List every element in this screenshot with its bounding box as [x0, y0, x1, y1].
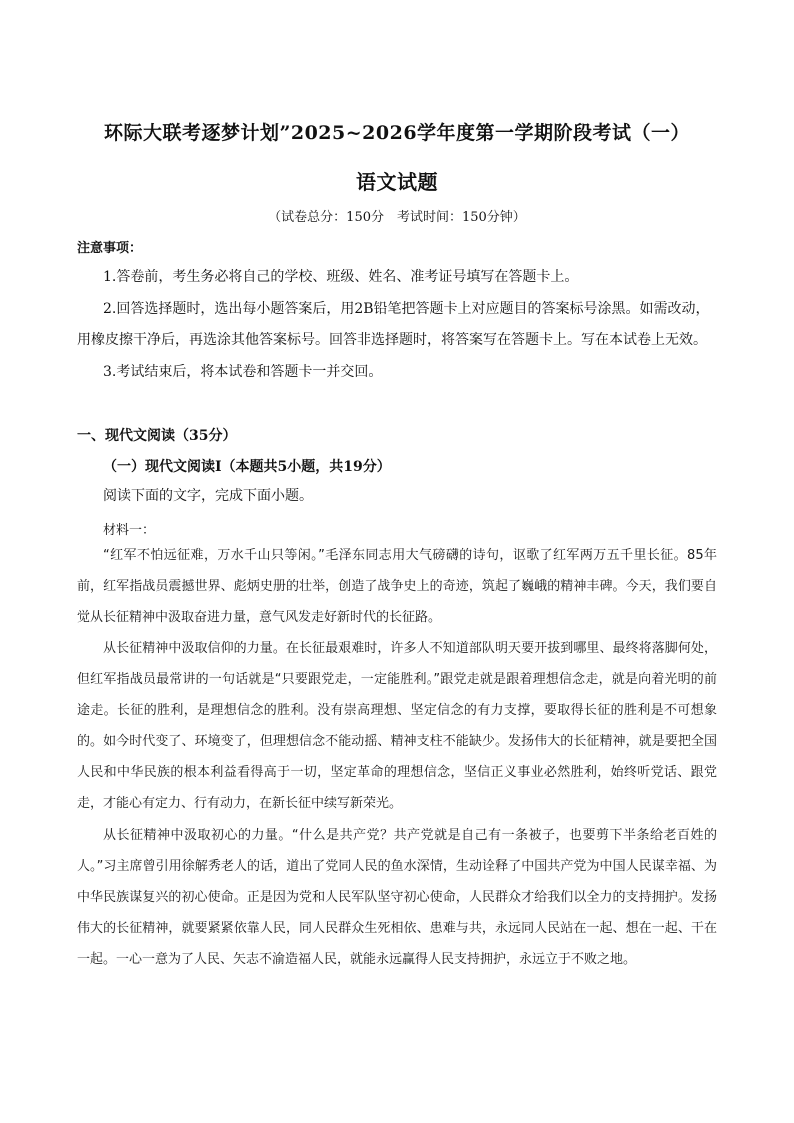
- subsection-heading: （一）现代文阅读Ⅰ（本题共5小题，共19分）: [103, 459, 391, 475]
- exam-info: （试卷总分：150分 考试时间：150分钟）: [268, 210, 526, 225]
- exam-title: 环际大联考逐梦计划”2025~2026学年度第一学期阶段考试（一）: [103, 122, 691, 144]
- notice-item-3: 3.考试结束后，将本试卷和答题卡一并交回。: [103, 364, 383, 380]
- notice-label: 注意事项：: [77, 241, 143, 256]
- material-paragraph-2: 从长征精神中汲取信仰的力量。在长征最艰难时，许多人不知道部队明天要开拔到哪里、最终将落脚何处，但红军指战员最常讲的一句话就是“只要跟党走，一定能胜利。”跟党走就是跟着理想信念走，就是向着光明的前途走。长征的胜利，是理想信念的胜利。没有崇高理想、坚定信念的有力支撑，要取得长征的胜利是不可想象的。如今时代变了、环境变了，但理想信念不能动摇、精神支柱不能缺少。发扬伟大的长征精神，就是要把全国人民和中华民族的根本利益看得高于一切，坚定革命的理想信念，坚信正义事业必然胜利，始终听党话、跟党走，才能心有定力、行有动力，在新长征中续写新荣光。: [77, 641, 717, 811]
- section-heading: 一、现代文阅读（35分）: [77, 428, 237, 444]
- material-paragraph-1: “红军不怕远征难，万水千山只等闲。”毛泽东同志用大气磅礴的诗句，讴歌了红军两万五千里长征。85年前，红军指战员震撼世界、彪炳史册的壮举，创造了战争史上的奇迹，筑起了巍峨的精神丰碑。今天，我们要自觉从长征精神中汲取奋进力量，意气风发走好新时代的长征路。: [77, 548, 717, 625]
- subject-title: 语文试题: [356, 170, 438, 194]
- reading-instruction: 阅读下面的文字，完成下面小题。: [103, 488, 313, 504]
- material-label: 材料一：: [103, 523, 156, 538]
- notice-item-1: 1.答卷前，考生务必将自己的学校、班级、姓名、准考证号填写在答题卡上。: [103, 269, 579, 285]
- material-paragraph-3: 从长征精神中汲取初心的力量。“什么是共产党？共产党就是自己有一条被子，也要剪下半条给老百姓的人。”习主席曾引用徐解秀老人的话，道出了党同人民的鱼水深情，生动诠释了中国共产党为中国人民谋幸福、为中华民族谋复兴的初心使命。正是因为党和人民军队坚守初心使命，人民群众才给我们以全力的支持拥护。发扬伟大的长征精神，就要紧紧依靠人民，同人民群众生死相依、患难与共，永远同人民站在一起、想在一起、干在一起。一心一意为了人民、矢志不渝造福人民，就能永远赢得人民支持拥护，永远立于不败之地。: [77, 828, 717, 967]
- notice-item-2: 2.回答选择题时，选出每小题答案后，用2B铅笔把答题卡上对应题目的答案标号涂黑。如需改动，用橡皮擦干净后，再选涂其他答案标号。回答非选择题时，将答案写在答题卡上。写在本试卷上无效。: [77, 301, 710, 348]
